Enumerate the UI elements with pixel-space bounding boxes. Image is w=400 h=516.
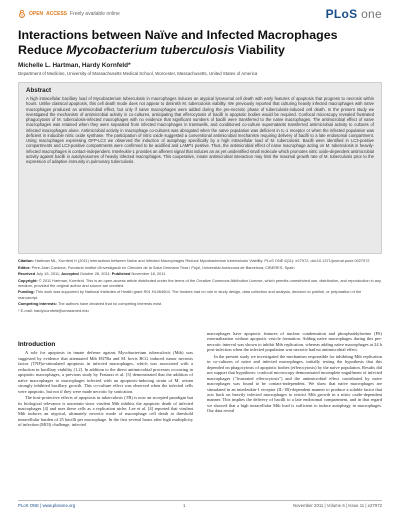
accepted-date: October 28, 2011; (79, 271, 111, 277)
body-column-right (207, 331, 382, 415)
published-date: November 18, 2011 (131, 271, 166, 277)
contact-email[interactable]: * E-mail: hardy.kornfeld@umassmed.edu (18, 308, 89, 314)
body-paragraph: The host-protective effects of apoptosis in tuberculosis (TB) is now an accepted paradigm but its biological relevance is uncertain since virulent Mtb inhibits the apoptotic death of infected macrophages [4] and uses these cells as a replication niche. Lee et al. [4] reported that virulent Mtb induces an atypical, ultimately necrotic mode of macrophage cell death at threshold intracellular burden of 25 bacilli per macrophage. In the first several hours after high multiplicity of infection (MOI) challenge, infected (18, 395, 193, 428)
plos-logo-text: PLoS (325, 7, 358, 21)
title-species: Mycobacterium tuberculosis (66, 42, 235, 57)
funding-line (18, 289, 382, 299)
editor-text: Pere-Joan Cardona, Fundació Institut d'Investigació en Ciències de la Salut Germans Trias i Pujol, Universitat Autònoma de Barcelona, CIBERES, Spain (31, 264, 295, 270)
abstract-panel (18, 82, 382, 254)
competing-interests-line (18, 301, 382, 306)
citation-line (18, 258, 382, 263)
citation-label: Citation: (18, 258, 34, 263)
body-column-left (18, 342, 193, 429)
received-label: Received (18, 271, 36, 277)
accepted-label: Accepted (61, 271, 79, 277)
journal-header (18, 8, 382, 20)
citation-text: Hartman ML, Kornfeld H (2011) Interactions between Naïve and Infected Macrophages Reduce Mycobacterium tuberculosis Viability. PLoS ONE 6(11): e27972. doi:10.1371/journal.pone.0027972 (34, 258, 370, 263)
title-part-2: Viability (234, 42, 285, 57)
open-access-banner (18, 10, 120, 18)
page-footer (18, 500, 382, 508)
access-label: ACCESS (46, 11, 68, 17)
abstract-text: A high intracellular bacillary load of Mycobacterium tuberculosis in macrophages induces an atypical lysosomal cell death with early features of apoptosis that progress to necrosis within hours. Unlike classical apoptosis, this cell death mode does not appear to diminish M. tuberculosis viability. We previously reported that culturing heavily infected macrophages with naïve macrophages produced an antimicrobial effect, but only if naïve macrophages were added during the pre-necrotic phase of tuberculosis-induced cell death. In the present study we investigated the mechanism of antimicrobial activity in co-cultures, anticipating that efferocytosis of bacilli in apoptotic bodies would be required. Confocal microscopy revealed frustrated phagocytosis of M. tuberculosis-infected macrophages with no evidence that significant numbers of bacilli were transferred to the naïve macrophages. The antimicrobial effect of naïve macrophages was retained when they were separated from infected macrophages in transwells, and conditioned co-culture supernatants transferred antimicrobial activity to cultures of infected macrophages alone. Antimicrobial activity in macrophage co-cultures was abrogated when the naïve population was deficient in IL-1 receptor or when the infected population was deficient in inducible nitric oxide synthase. The participation of nitric oxide suggested a conventional antimicrobial mechanism requiring delivery of bacilli to a late endosomal compartment. Using macrophages expressing GFP-LC3 we observed the induction of autophagy specifically by a high intracellular load of M. tuberculosis. Bacilli were identified in LC3-positive compartments and LC3-positive compartments were confirmed to be acidified and LAMP1 positive. Thus, the antimicrobial effect of naïve macrophage acting on M. tuberculosis in heavily-infected macrophages is contact-independent. Interleukin-1 provides an afferent signal that induces an as yet unidentified small molecule which promotes nitric oxide-dependent antimicrobial activity against bacilli in autolysosomes of heavily infected macrophages. This cooperative, innate antimicrobial interaction may limit the maximal growth rate of M. tuberculosis prior to the expression of adaptive immunity in pulmonary tuberculosis. (26, 96, 374, 164)
article-title (18, 28, 382, 57)
dates-line (18, 271, 382, 276)
copyright-label: Copyright: (18, 277, 38, 283)
open-label: OPEN (29, 11, 44, 17)
abstract-heading: Abstract (26, 87, 52, 94)
competing-label: Competing Interests: (18, 301, 57, 307)
issue-info: November 2011 | Volume 6 | Issue 11 | e27972 (293, 503, 382, 508)
plos-one-logo (326, 7, 382, 21)
author-affiliation: Department of Medicine, University of Massachusetts Medical School, Worcester, Massachusetts, United States of America (18, 71, 258, 76)
body-paragraph: macrophages have apoptotic features of nuclear condensation and phosphatidylserine (PS) externalization without apoptotic vesicle formation. Adding naïve macrophages during this pre-necrotic interval was shown to inhibit Mtb replication, whereas adding naïve macrophages at 24 h post-infection when the infected population was necrotic had no antimicrobial effect. (207, 331, 382, 353)
received-date: July 15, 2011; (36, 271, 61, 277)
funding-label: Funding: (18, 289, 35, 295)
editor-line (18, 265, 382, 270)
page-number: 1 (182, 503, 186, 508)
copyright-text: © 2011 Hartman, Kornfeld. This is an open-access article distributed under the terms of the Creative Commons Attribution License, which permits unrestricted use, distribution, and reproduction in any medium, provided the original author and source are credited. (18, 277, 382, 288)
journal-url[interactable]: PLoS ONE | www.plosone.org (18, 503, 76, 508)
body-paragraph: A role for apoptosis in innate defense against Mycobacterium tuberculosis (Mtb) was suggested by evidence that attenuated Mtb H37Ra and M. bovis BCG induced tumor necrosis factor (TNF)α-stimulated apoptosis in infected macrophages, which was associated with a reduction in bacillary viability [1,2]. In addition to the direct antimicrobial processes occurring in apoptotic macrophages, a previous study by Fratazzi et al. [3] demonstrated that the addition of naïve macrophages to macrophages infected with an apoptosis-inducing strain of M. avium strongly inhibited bacillary growth. This co-culture effect was observed when the infected cells were apoptotic, but not if they were made necrotic by sonication. (18, 350, 193, 394)
title-part-1: Interactions between Naïve and Infected Macrophages Reduce (18, 28, 338, 57)
copyright-line (18, 278, 382, 288)
published-label: Published (111, 271, 131, 277)
one-logo-text: one (361, 7, 382, 21)
open-lock-icon (18, 10, 26, 18)
editor-label: Editor: (18, 264, 31, 270)
body-paragraph: In the present study we investigated the mechanism responsible for inhibiting Mtb replication in co-cultures of naïve and infected macrophages, initially testing the hypothesis that this depended on phagocytosis of apoptotic bodies (efferocytosis) by the naïve population. Results did not support that hypothesis: confocal microscopy demonstrated incomplete engulfment of infected macrophages ("frustrated efferocytosis") and the antimicrobial effect contributed by naïve macrophages was found to be contact-independent. We show that naïve macrophages are stimulated in an interleukin-1 receptor (IL-1R)-dependent manner to produce a soluble factor that acts back on heavily infected macrophages to restrict Mtb growth in a nitric oxide-dependent manner. This implies the delivery of bacilli to a late endosomal compartment, and in that regard we showed that a high intracellular Mtb load is sufficient to induce autophagy in macrophages. Our data reveal (207, 353, 382, 414)
funding-text: This work was supported by National Institutes of Health grant R01 HL064604. The funders had no role in study design, data collection and analysis, decision to publish, or preparation of the manuscript. (18, 289, 362, 300)
freely-available-label: Freely available online (70, 11, 120, 17)
article-metadata (18, 258, 382, 315)
author-list: Michelle L. Hartman, Hardy Kornfeld* (18, 62, 131, 69)
introduction-heading: Introduction (18, 341, 56, 348)
competing-text: The authors have declared that no competing interests exist. (57, 301, 163, 307)
